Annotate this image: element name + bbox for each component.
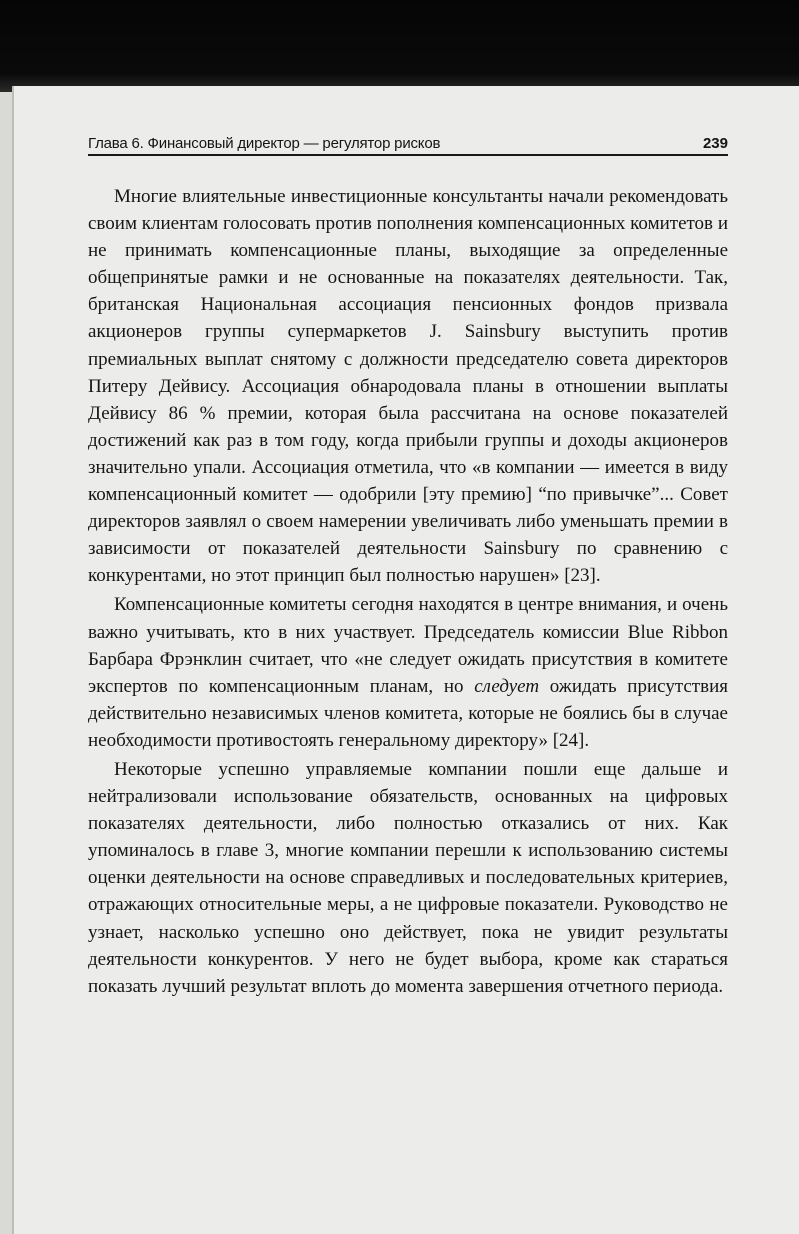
chapter-title: Глава 6. Финансовый директор — регулятор рисков <box>88 135 441 152</box>
paragraph-1: Многие влиятельные инвестиционные консультанты начали рекомендовать своим клиентам голосовать против пополнения компенсационных комитетов и не принимать компенсационные планы, выходящие за определенные общепринятые рамки и не основанные на показателях деятельности. Так, британская Национальная ассоциация пенсионных фондов призвала акционеров группы супермаркетов J. Sainsbury выступить против премиальных выплат снятому с должности председателю совета директоров Питеру Дейвису. Ассоциация обнародовала планы в отношении выплаты Дейвису 86 % премии, которая была рассчитана на основе показателей достижений как раз в том году, когда прибыли группы и доходы акционеров значительно упали. Ассоциация отметила, что «в компании — имеется в виду компенсационный комитет — одобрили [эту премию] “по привычке”... Совет директоров заявлял о своем намерении увеличивать либо уменьшать премии в зависимости от показателей деятельности Sainsbury по сравнению с конкурентами, но этот принцип был полностью нарушен» [23]. <box>88 186 728 587</box>
running-header <box>88 134 728 156</box>
page-number: 239 <box>702 135 728 152</box>
paragraph-2-before: Компенсационные комитеты сегодня находятся в центре внимания, и очень важно учитывать, кто в них участвует. Председатель комиссии Blue Ribbon Барбара Фрэнклин считает, что «не следует ожидать присутствия в комитете экспертов по компенсационным планам, но <box>88 594 728 697</box>
scan-dark-border <box>0 0 799 92</box>
paragraph-2-after: ожидать присутствия действительно независимых членов комитета, которые не боялись бы в случае необходимости противостоять генеральному директору» [24]. <box>88 675 728 751</box>
paragraph-2-emphasis: следует <box>474 675 540 697</box>
page-body <box>88 183 728 1000</box>
paragraph-2 <box>88 591 728 754</box>
paragraph-3: Некоторые успешно управляемые компании пошли еще дальше и нейтрализовали использование обязательств, основанных на цифровых показателях деятельности, либо полностью отказались от них. Как упоминалось в главе 3, многие компании перешли к использованию системы оценки деятельности на основе справедливых и последовательных критериев, отражающих относительные меры, а не цифровые показатели. Руководство не узнает, насколько успешно оно действует, пока не увидит результаты деятельности конкурентов. У него не будет выбора, кроме как стараться показать лучший результат вплоть до момента завершения отчетного периода. <box>88 758 728 997</box>
